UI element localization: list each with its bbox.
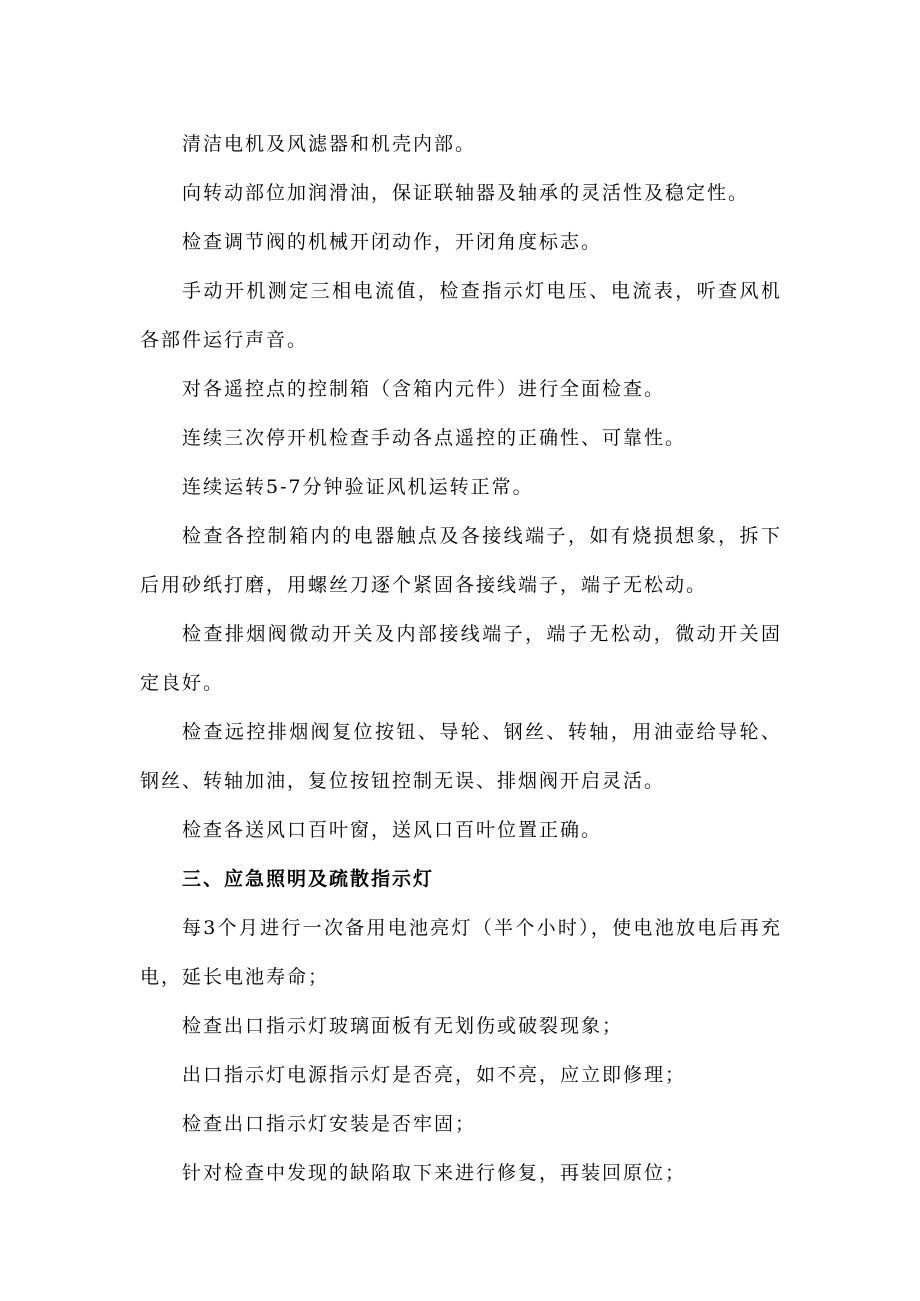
paragraph: 向转动部位加润滑油，保证联轴器及轴承的灵活性及稳定性。 <box>182 182 750 204</box>
paragraph: 检查调节阀的机械开闭动作，开闭角度标志。 <box>182 231 603 253</box>
paragraph: 每3个月进行一次备用电池亮灯（半个小时），使电池放电后再充电，延长电池寿命； <box>140 917 782 988</box>
section-heading: 三、应急照明及疏散指示灯 <box>182 868 435 890</box>
document-body <box>140 120 782 1198</box>
paragraph: 对各遥控点的控制箱（含箱内元件）进行全面检查。 <box>182 378 666 400</box>
paragraph: 出口指示灯电源指示灯是否亮，如不亮，应立即修理； <box>182 1064 687 1086</box>
paragraph: 手动开机测定三相电流值，检查指示灯电压、电流表，听查风机各部件运行声音。 <box>140 280 782 351</box>
paragraph: 检查排烟阀微动开关及内部接线端子，端子无松动，微动开关固定良好。 <box>140 623 782 694</box>
paragraph: 检查远控排烟阀复位按钮、导轮、钢丝、转轴，用油壶给导轮、钢丝、转轴加油，复位按钮控制无误、排烟阀开启灵活。 <box>140 721 782 792</box>
paragraph: 清洁电机及风滤器和机壳内部。 <box>182 133 477 155</box>
paragraph: 检查出口指示灯安装是否牢固； <box>182 1113 477 1135</box>
paragraph: 检查出口指示灯玻璃面板有无划伤或破裂现象； <box>182 1015 624 1037</box>
paragraph: 连续运转5-7分钟验证风机运转正常。 <box>182 476 534 498</box>
paragraph: 检查各送风口百叶窗，送风口百叶位置正确。 <box>182 819 603 841</box>
paragraph: 连续三次停开机检查手动各点遥控的正确性、可靠性。 <box>182 427 687 449</box>
paragraph: 针对检查中发现的缺陷取下来进行修复，再装回原位； <box>182 1162 687 1184</box>
paragraph: 检查各控制箱内的电器触点及各接线端子，如有烧损想象，拆下后用砂纸打磨，用螺丝刀逐个紧固各接线端子，端子无松动。 <box>140 525 782 596</box>
